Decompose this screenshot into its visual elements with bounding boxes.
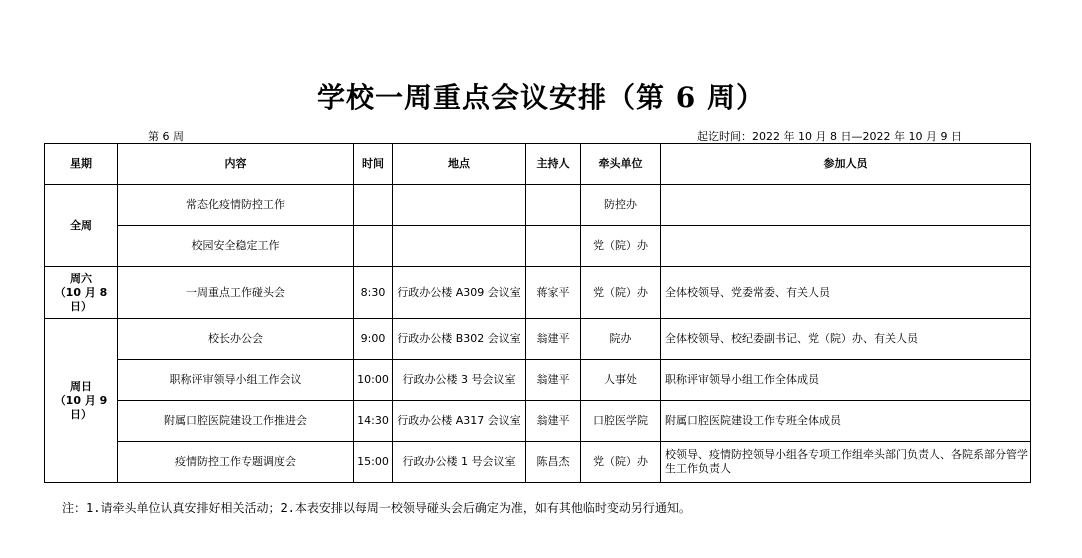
table-row — [45, 401, 1031, 442]
location-cell — [393, 226, 526, 267]
time-cell: 10:00 — [354, 360, 393, 401]
col-header-unit: 牵头单位 — [581, 144, 661, 185]
content-cell: 校长办公会 — [118, 319, 354, 360]
attendees-cell: 校领导、疫情防控领导小组各专项工作组牵头部门负责人、各院系部分管学生工作负责人 — [661, 442, 1031, 483]
date-range: 起讫时间：2022 年 10 月 8 日—2022 年 10 月 9 日 — [697, 130, 962, 143]
content-cell: 附属口腔医院建设工作推进会 — [118, 401, 354, 442]
attendees-cell: 职称评审领导小组工作全体成员 — [661, 360, 1031, 401]
unit-cell: 党（院）办 — [581, 442, 661, 483]
attendees-cell: 全体校领导、党委常委、有关人员 — [661, 267, 1031, 319]
time-cell: 15:00 — [354, 442, 393, 483]
week-label: 第 6 周 — [148, 130, 184, 143]
time-cell: 8:30 — [354, 267, 393, 319]
time-cell: 9:00 — [354, 319, 393, 360]
host-cell — [526, 226, 581, 267]
host-cell: 翁建平 — [526, 360, 581, 401]
col-header-attendees: 参加人员 — [661, 144, 1031, 185]
host-cell: 蒋家平 — [526, 267, 581, 319]
content-cell: 疫情防控工作专题调度会 — [118, 442, 354, 483]
unit-cell: 党（院）办 — [581, 267, 661, 319]
col-header-day: 星期 — [45, 144, 118, 185]
col-header-time: 时间 — [354, 144, 393, 185]
table-row — [45, 442, 1031, 483]
content-cell: 职称评审领导小组工作会议 — [118, 360, 354, 401]
schedule-table — [44, 143, 1031, 483]
attendees-cell — [661, 226, 1031, 267]
unit-cell: 人事处 — [581, 360, 661, 401]
day-cell-saturday: 周六 （10 月 8 日） — [45, 267, 118, 319]
location-cell — [393, 185, 526, 226]
attendees-cell — [661, 185, 1031, 226]
table-row — [45, 226, 1031, 267]
attendees-cell: 全体校领导、校纪委副书记、党（院）办、有关人员 — [661, 319, 1031, 360]
host-cell: 翁建平 — [526, 319, 581, 360]
host-cell: 陈昌杰 — [526, 442, 581, 483]
location-cell: 行政办公楼 3 号会议室 — [393, 360, 526, 401]
unit-cell: 口腔医学院 — [581, 401, 661, 442]
host-cell — [526, 185, 581, 226]
location-cell: 行政办公楼 A317 会议室 — [393, 401, 526, 442]
content-cell: 常态化疫情防控工作 — [118, 185, 354, 226]
footnote: 注：1.请牵头单位认真安排好相关活动；2.本表安排以每周一校领导碰头会后确定为准，如有其他临时变动另行通知。 — [62, 501, 691, 515]
time-cell — [354, 185, 393, 226]
location-cell: 行政办公楼 B302 会议室 — [393, 319, 526, 360]
unit-cell: 防控办 — [581, 185, 661, 226]
unit-cell: 院办 — [581, 319, 661, 360]
day-cell-sunday: 周日 （10 月 9 日） — [45, 319, 118, 483]
table-row — [45, 267, 1031, 319]
table-header-row — [45, 144, 1031, 185]
location-cell: 行政办公楼 A309 会议室 — [393, 267, 526, 319]
time-cell — [354, 226, 393, 267]
col-header-host: 主持人 — [526, 144, 581, 185]
col-header-location: 地点 — [393, 144, 526, 185]
page-title: 学校一周重点会议安排（第 6 周） — [317, 81, 765, 114]
col-header-content: 内容 — [118, 144, 354, 185]
host-cell: 翁建平 — [526, 401, 581, 442]
table-row — [45, 319, 1031, 360]
day-cell-all-week: 全周 — [45, 185, 118, 267]
table-row — [45, 185, 1031, 226]
content-cell: 校园安全稳定工作 — [118, 226, 354, 267]
attendees-cell: 附属口腔医院建设工作专班全体成员 — [661, 401, 1031, 442]
content-cell: 一周重点工作碰头会 — [118, 267, 354, 319]
location-cell: 行政办公楼 1 号会议室 — [393, 442, 526, 483]
time-cell: 14:30 — [354, 401, 393, 442]
unit-cell: 党（院）办 — [581, 226, 661, 267]
table-row — [45, 360, 1031, 401]
